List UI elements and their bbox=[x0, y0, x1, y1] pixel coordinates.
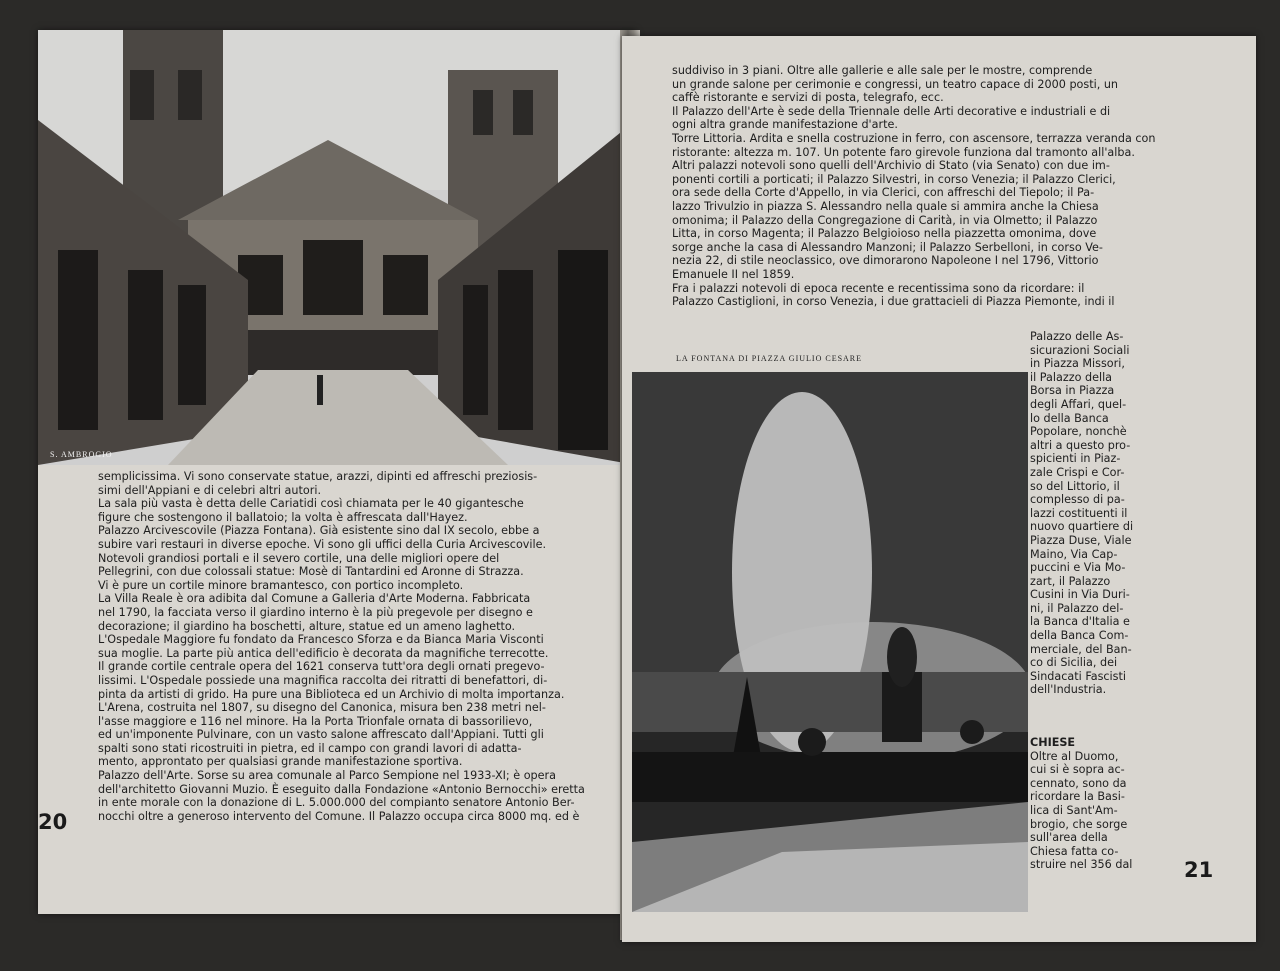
body-line: Palazzo Castiglioni, in corso Venezia, i due grattacieli di Piazza Piemonte, indi il bbox=[672, 295, 1115, 309]
body-line: figure che sostengono il ballatoio; la volta è affrescata dall'Hayez. bbox=[98, 510, 468, 524]
body-line: simi dell'Appiani e di celebri altri autori. bbox=[98, 483, 322, 497]
body-line: sorge anche la casa di Alessandro Manzoni; il Palazzo Serbelloni, in corso Ve- bbox=[672, 240, 1103, 254]
body-line: semplicissima. Vi sono conservate statue, arazzi, dipinti ed affreschi preziosis- bbox=[98, 470, 538, 483]
side-line: Popolare, nonchè bbox=[1030, 425, 1127, 439]
side-line: puccini e Via Mo- bbox=[1030, 561, 1126, 575]
body-line: pinta da artisti di grido. Ha pure una Biblioteca ed un Archivio di molta importanza. bbox=[98, 687, 565, 701]
section-line: cui si è sopra ac- bbox=[1030, 763, 1125, 777]
section-line: Chiesa fatta co- bbox=[1030, 844, 1119, 858]
body-line: sua moglie. La parte più antica dell'edificio è decorata da magnifiche terrecotte. bbox=[98, 646, 549, 660]
side-line: zale Crispi e Cor- bbox=[1030, 465, 1125, 479]
side-line: merciale, del Ban- bbox=[1030, 642, 1132, 656]
body-line: La sala più vasta è detta delle Cariatidi così chiamata per le 40 gigantesche bbox=[98, 497, 524, 511]
side-line: la Banca d'Italia e bbox=[1030, 615, 1130, 629]
body-line: Emanuele II nel 1859. bbox=[672, 267, 795, 281]
page-number-right: 21 bbox=[1184, 858, 1214, 882]
body-line: decorazione; il giardino ha boschetti, alture, statue ed un ameno laghetto. bbox=[98, 619, 516, 633]
body-line: ogni altra grande manifestazione d'arte. bbox=[672, 118, 898, 132]
body-line: Notevoli grandiosi portali e il severo cortile, una delle migliori opere del bbox=[98, 551, 500, 565]
body-line: nocchi oltre a generoso intervento del Comune. Il Palazzo occupa circa 8000 mq. ed è bbox=[98, 809, 580, 823]
side-line: complesso di pa- bbox=[1030, 493, 1125, 507]
body-line: caffè ristorante e servizi di posta, telegrafo, ecc. bbox=[672, 91, 944, 105]
body-line: mento, approntato per qualsiasi grande manifestazione sportiva. bbox=[98, 755, 463, 769]
left-body-text bbox=[98, 470, 598, 823]
body-line: ponenti cortili a porticati; il Palazzo Silvestri, in corso Venezia; il Palazzo Clerici, bbox=[672, 172, 1116, 186]
body-line: Il grande cortile centrale opera del 1621 conserva tutt'ora degli ornati pregevo- bbox=[98, 660, 545, 674]
body-line: subire vari restauri in diverse epoche. Vi sono gli uffici della Curia Arcivescovile. bbox=[98, 537, 547, 551]
side-line: zart, il Palazzo bbox=[1030, 574, 1111, 588]
body-line: lazzo Trivulzio in piazza S. Alessandro nella quale si ammira anche la Chiesa bbox=[672, 199, 1099, 213]
side-line: ni, il Palazzo del- bbox=[1030, 601, 1124, 615]
body-line: ristorante: altezza m. 107. Un potente faro girevole funziona dal tramonto all'alba. bbox=[672, 145, 1135, 159]
right-section bbox=[1030, 726, 1186, 872]
side-line: spicienti in Piaz- bbox=[1030, 452, 1121, 466]
photo-caption: S. AMBROGIO bbox=[50, 450, 113, 459]
section-line: lica di Sant'Am- bbox=[1030, 803, 1118, 817]
right-page bbox=[622, 36, 1256, 942]
page-number-left: 20 bbox=[38, 810, 68, 834]
section-line: brogio, che sorge bbox=[1030, 817, 1128, 831]
side-line: degli Affari, quel- bbox=[1030, 397, 1127, 411]
photo-santambrogio bbox=[38, 30, 636, 465]
section-line: cennato, sono da bbox=[1030, 776, 1127, 790]
side-line: dell'Industria. bbox=[1030, 683, 1107, 697]
section-heading: CHIESE bbox=[1030, 736, 1076, 749]
body-line: L'Ospedale Maggiore fu fondato da Francesco Sforza e da Bianca Maria Visconti bbox=[98, 633, 544, 647]
section-line: Oltre al Duomo, bbox=[1030, 749, 1119, 763]
body-line: ora sede della Corte d'Appello, in via Clerici, con affreschi del Tiepolo; il Pa- bbox=[672, 186, 1095, 200]
side-line: il Palazzo della bbox=[1030, 370, 1113, 384]
photo-caption-fountain: LA FONTANA DI PIAZZA GIULIO CESARE bbox=[676, 354, 863, 363]
body-line: dell'architetto Giovanni Muzio. È eseguito dalla Fondazione «Antonio Bernocchi» eretta bbox=[98, 782, 585, 796]
side-line: della Banca Com- bbox=[1030, 629, 1129, 643]
side-line: so del Littorio, il bbox=[1030, 479, 1120, 493]
side-line: lo della Banca bbox=[1030, 411, 1109, 425]
body-line: omonima; il Palazzo della Congregazione di Carità, in via Olmetto; il Palazzo bbox=[672, 213, 1098, 227]
section-line: ricordare la Basi- bbox=[1030, 790, 1125, 804]
side-line: in Piazza Missori, bbox=[1030, 357, 1125, 371]
section-line: struire nel 356 dal bbox=[1030, 858, 1133, 872]
body-line: Pellegrini, con due colossali statue: Mosè di Tantardini ed Aronne di Strazza. bbox=[98, 565, 524, 579]
body-line: in ente morale con la donazione di L. 5.000.000 del compianto senatore Antonio Ber- bbox=[98, 796, 575, 810]
body-line: nezia 22, di stile neoclassico, ove dimorarono Napoleone I nel 1796, Vittorio bbox=[672, 254, 1099, 268]
body-line: L'Arena, costruita nel 1807, su disegno del Canonica, misura ben 238 metri nel- bbox=[98, 701, 546, 715]
body-line: La Villa Reale è ora adibita dal Comune a Galleria d'Arte Moderna. Fabbricata bbox=[98, 592, 531, 606]
side-line: sicurazioni Sociali bbox=[1030, 343, 1130, 357]
body-line: spalti sono stati ricostruiti in pietra, ed il campo con grandi lavori di adatta- bbox=[98, 741, 522, 755]
right-top-text bbox=[672, 64, 1182, 309]
side-line: co di Sicilia, dei bbox=[1030, 656, 1118, 670]
body-line: un grande salone per cerimonie e congressi, un teatro capace di 2000 posti, un bbox=[672, 77, 1119, 91]
side-line: Maino, Via Cap- bbox=[1030, 547, 1118, 561]
body-line: l'asse maggiore e 116 nel minore. Ha la Porta Trionfale ornata di bassorilievo, bbox=[98, 714, 533, 728]
body-line: Litta, in corso Magenta; il Palazzo Belgioioso nella piazzetta omonima, dove bbox=[672, 227, 1097, 241]
side-line: Borsa in Piazza bbox=[1030, 384, 1115, 398]
body-line: Palazzo Arcivescovile (Piazza Fontana). Già esistente sino dal IX secolo, ebbe a bbox=[98, 524, 540, 538]
side-line: Piazza Duse, Viale bbox=[1030, 533, 1132, 547]
body-line: suddiviso in 3 piani. Oltre alle gallerie e alle sale per le mostre, comprende bbox=[672, 64, 1093, 77]
side-line: Palazzo delle As- bbox=[1030, 330, 1124, 343]
body-line: nel 1790, la facciata verso il giardino interno è la più pregevole per disegno e bbox=[98, 605, 533, 619]
side-line: lazzi costituenti il bbox=[1030, 506, 1128, 520]
side-line: Cusini in Via Duri- bbox=[1030, 588, 1130, 602]
body-line: Torre Littoria. Ardita e snella costruzione in ferro, con ascensore, terrazza veranda con bbox=[672, 131, 1156, 145]
body-line: lissimi. L'Ospedale possiede una magnifica raccolta dei ritratti di benefattori, di- bbox=[98, 673, 548, 687]
side-line: altri a questo pro- bbox=[1030, 438, 1131, 452]
body-line: Palazzo dell'Arte. Sorse su area comunale al Parco Sempione nel 1933-XI; è opera bbox=[98, 769, 556, 783]
body-line: Altri palazzi notevoli sono quelli dell'Archivio di Stato (via Senato) con due im- bbox=[672, 159, 1110, 173]
body-line: Vi è pure un cortile minore bramantesco, con portico incompleto. bbox=[98, 578, 464, 592]
left-page bbox=[38, 30, 636, 914]
body-line: ed un'imponente Pulvinare, con un vasto salone affrescato dall'Appiani. Tutti gli bbox=[98, 728, 544, 742]
photo-fountain bbox=[632, 372, 1028, 912]
body-line: Il Palazzo dell'Arte è sede della Triennale delle Arti decorative e industriali e di bbox=[672, 104, 1111, 118]
side-line: nuovo quartiere di bbox=[1030, 520, 1134, 534]
right-side-column bbox=[1030, 330, 1186, 697]
side-line: Sindacati Fascisti bbox=[1030, 669, 1126, 683]
section-line: sull'area della bbox=[1030, 831, 1108, 845]
body-line: Fra i palazzi notevoli di epoca recente e recentissima sono da ricordare: il bbox=[672, 281, 1085, 295]
